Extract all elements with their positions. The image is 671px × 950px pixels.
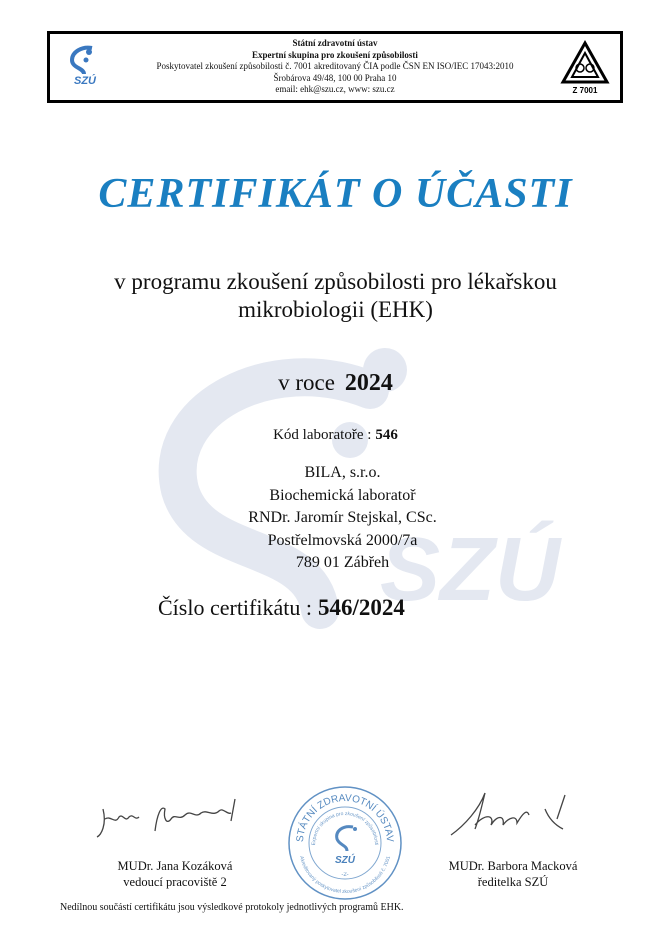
lab-address (0, 462, 671, 575)
header-institute: Státní zdravotní ústav (292, 38, 378, 48)
certificate-number-value: 546/2024 (317, 595, 405, 620)
header-address: Šrobárova 49/48, 100 00 Praha 10 (273, 72, 397, 83)
program-line-1: v programu zkoušení způsobilosti pro lékařskou (114, 269, 557, 294)
svg-text:STÁTNÍ ZDRAVOTNÍ ÚSTAV: STÁTNÍ ZDRAVOTNÍ ÚSTAV (294, 792, 396, 843)
svg-text:SZÚ: SZÚ (335, 855, 355, 866)
signatory-right (418, 858, 608, 890)
signatory-left-name: MUDr. Jana Kozáková (117, 859, 233, 873)
year-line (0, 370, 671, 397)
certificate-number (158, 595, 405, 621)
lab-contact-person: RNDr. Jaromír Stejskal, CSc. (248, 509, 437, 526)
signature-mackova (445, 785, 575, 841)
certificate-title: CERTIFIKÁT O ÚČASTI (98, 171, 573, 217)
signature-kozakova (95, 795, 245, 843)
szu-stamp (285, 783, 405, 903)
lab-department: Biochemická laboratoř (269, 486, 416, 504)
svg-text:-2-: -2- (341, 872, 349, 878)
lab-code-value: 546 (375, 427, 398, 443)
header-contact: email: ehk@szu.cz, www: szu.cz (275, 84, 395, 94)
header-accreditation: Poskytovatel zkoušení způsobilosti č. 7001 akreditovaný ČIA podle ČSN EN ISO/IEC 17043:2010 (156, 61, 514, 71)
certificate-number-label: Číslo certifikátu : (158, 595, 312, 620)
signatory-right-name: MUDr. Barbora Macková (448, 859, 578, 873)
signatory-right-role: ředitelka SZÚ (477, 875, 549, 889)
svg-text:SZÚ: SZÚ (380, 520, 560, 620)
signatory-left (80, 858, 270, 890)
header-group: Expertní skupina pro zkoušení způsobilosti (252, 49, 418, 60)
header-text (50, 38, 620, 96)
lab-street: Postřelmovská 2000/7a (267, 531, 418, 549)
lab-name: BILA, s.r.o. (304, 464, 381, 481)
svg-text:Akreditovaný poskytovatel zkou: Akreditovaný poskytovatel zkoušení způsobilosti č. 7001 (298, 855, 392, 895)
program-description (0, 268, 671, 324)
svg-text:Expertní skupina pro zkoušení: Expertní skupina pro zkoušení způsobilosti (310, 810, 380, 846)
header-box (47, 31, 623, 103)
year-label: v roce (278, 370, 335, 395)
svg-text:SZÚ: SZÚ (74, 75, 96, 87)
svg-text:Z 7001: Z 7001 (572, 86, 598, 95)
lab-code (0, 427, 671, 444)
lab-city: 789 01 Zábřeh (295, 554, 390, 571)
lab-code-label: Kód laboratoře : (273, 427, 372, 443)
footnote: Nedílnou součástí certifikátu jsou výsledkové protokoly jednotlivých programů EHK. (60, 902, 404, 913)
signatory-left-role: vedoucí pracoviště 2 (123, 875, 227, 889)
program-line-2: mikrobiologii (EHK) (238, 297, 433, 322)
cia-accreditation-icon (560, 40, 610, 96)
year-value: 2024 (344, 370, 393, 396)
